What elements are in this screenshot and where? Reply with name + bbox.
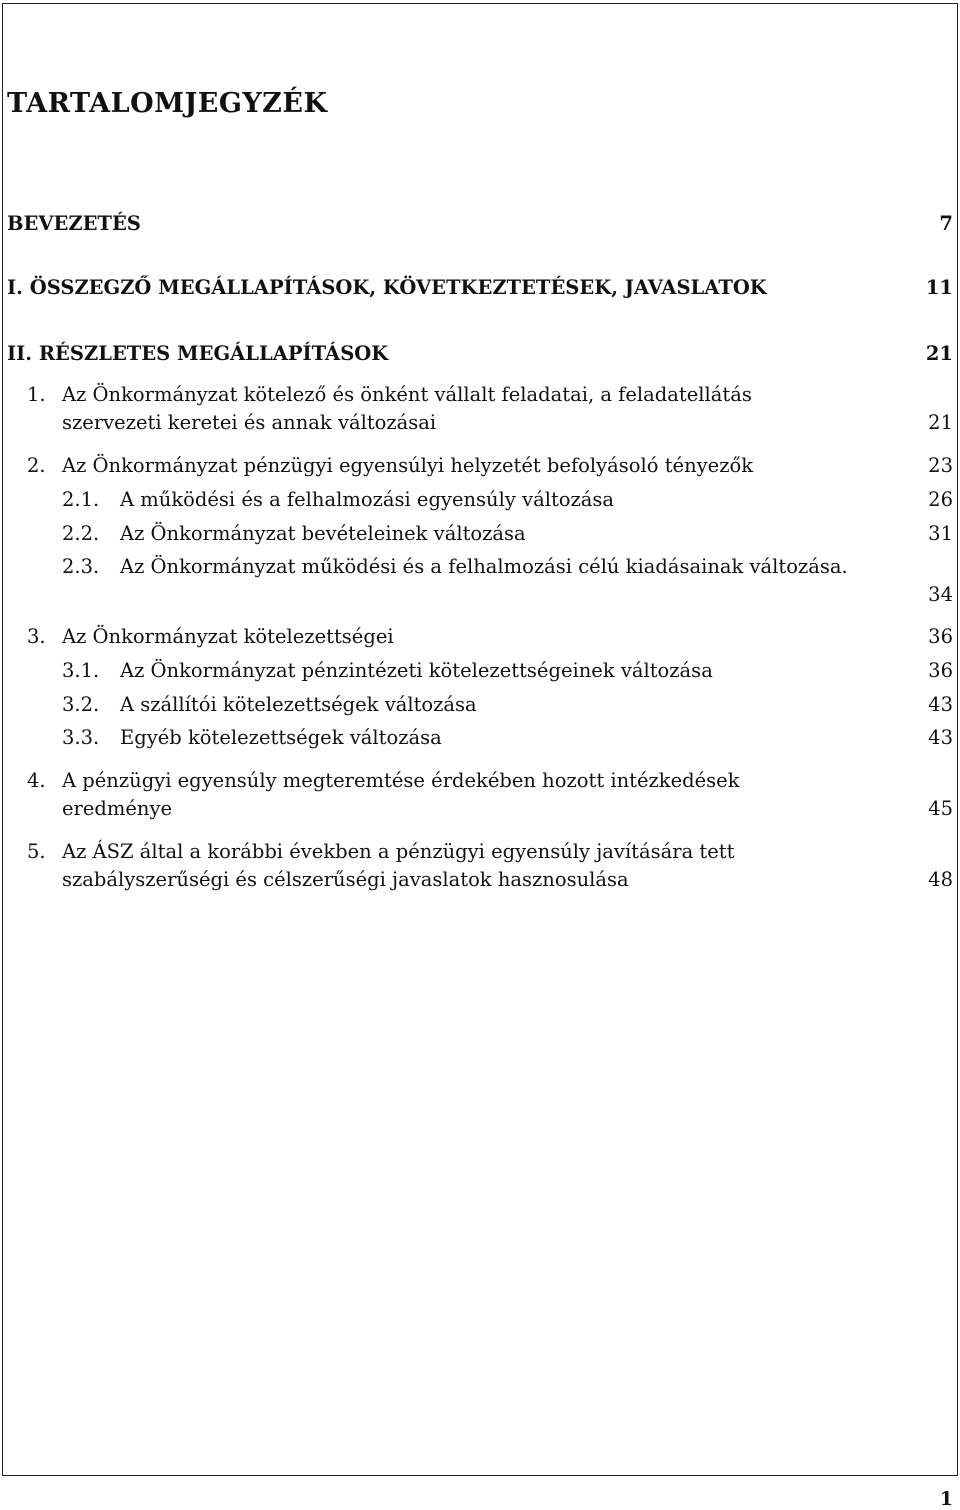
- toc-entry-page: 26: [928, 488, 953, 511]
- toc-entry-page: 48: [928, 868, 953, 891]
- toc-entry-page: 21: [925, 342, 953, 365]
- toc-entry-text: RÉSZLETES MEGÁLLAPÍTÁSOK: [38, 342, 389, 365]
- toc-entry-page: 31: [928, 522, 953, 545]
- toc-entry-page: 21: [928, 411, 953, 434]
- toc-entry-text: Az Önkormányzat bevételeinek változása: [120, 522, 526, 545]
- toc-entry-number: 1.: [27, 383, 46, 406]
- toc-entry-number: 4.: [27, 769, 46, 792]
- toc-entry-title: [7, 274, 887, 302]
- toc-entry-text: A pénzügyi egyensúly megteremtése érdekében hozott intézkedések eredménye: [62, 769, 740, 820]
- page-border: [2, 3, 3, 1475]
- toc-entry-number: 2.1.: [62, 488, 100, 511]
- toc-entry-page: 36: [928, 659, 953, 682]
- toc-entry-number: I.: [7, 276, 23, 299]
- page-number: 1: [939, 1488, 953, 1510]
- toc-entry-number: 3.: [27, 625, 46, 648]
- toc-entry-page: 43: [928, 726, 953, 749]
- toc-entry-number: 3.3.: [62, 726, 100, 749]
- toc-entry-text: Az Önkormányzat pénzintézeti kötelezettségeinek változása: [120, 659, 713, 682]
- toc-entry-page: 34: [928, 583, 953, 606]
- toc-entry-number: II.: [7, 342, 33, 365]
- page-border: [957, 3, 958, 1475]
- toc-entry-page: 11: [925, 276, 953, 299]
- page-title: TARTALOMJEGYZÉK: [7, 88, 328, 119]
- toc-entry-title: [7, 340, 887, 368]
- toc-entry-number: 2.2.: [62, 522, 100, 545]
- toc-entry-number: 2.3.: [62, 555, 100, 578]
- toc-entry-text: Egyéb kötelezettségek változása: [120, 726, 442, 749]
- toc-entry-text: Az Önkormányzat pénzügyi egyensúlyi helyzetét befolyásoló tényezők: [62, 454, 754, 477]
- toc-entry-number: 3.1.: [62, 659, 100, 682]
- toc-entry-page: 36: [928, 625, 953, 648]
- toc-entry-text: A működési és a felhalmozási egyensúly változása: [120, 488, 615, 511]
- toc-entry-page: 7: [939, 212, 953, 235]
- toc-entry-number: 2.: [27, 454, 46, 477]
- toc-entry-text: Az Önkormányzat működési és a felhalmozási célú kiadásainak változása.: [120, 555, 848, 578]
- toc-entry-number: 5.: [27, 840, 46, 863]
- toc-entry-text: ÖSSZEGZŐ MEGÁLLAPÍTÁSOK, KÖVETKEZTETÉSEK, JAVASLATOK: [29, 276, 767, 299]
- toc-entry-page: 43: [928, 693, 953, 716]
- toc-entry-text: Az Önkormányzat kötelezettségei: [62, 625, 394, 648]
- toc-entry-page: 23: [928, 454, 953, 477]
- page-border: [2, 1475, 958, 1476]
- toc-entry-number: 3.2.: [62, 693, 100, 716]
- toc-entry-title: BEVEZETÉS: [7, 212, 141, 235]
- toc-entry-page: 45: [928, 797, 953, 820]
- toc-entry-text: A szállítói kötelezettségek változása: [120, 693, 477, 716]
- toc-entry-text: Az Önkormányzat kötelező és önként vállalt feladatai, a feladatellátás szervezeti keretei és annak változásai: [62, 383, 752, 434]
- page-border: [2, 3, 958, 4]
- toc-entry-text: Az ÁSZ által a korábbi években a pénzügyi egyensúly javítására tett szabályszerűségi és célszerűségi javaslatok hasznosulása: [62, 840, 735, 891]
